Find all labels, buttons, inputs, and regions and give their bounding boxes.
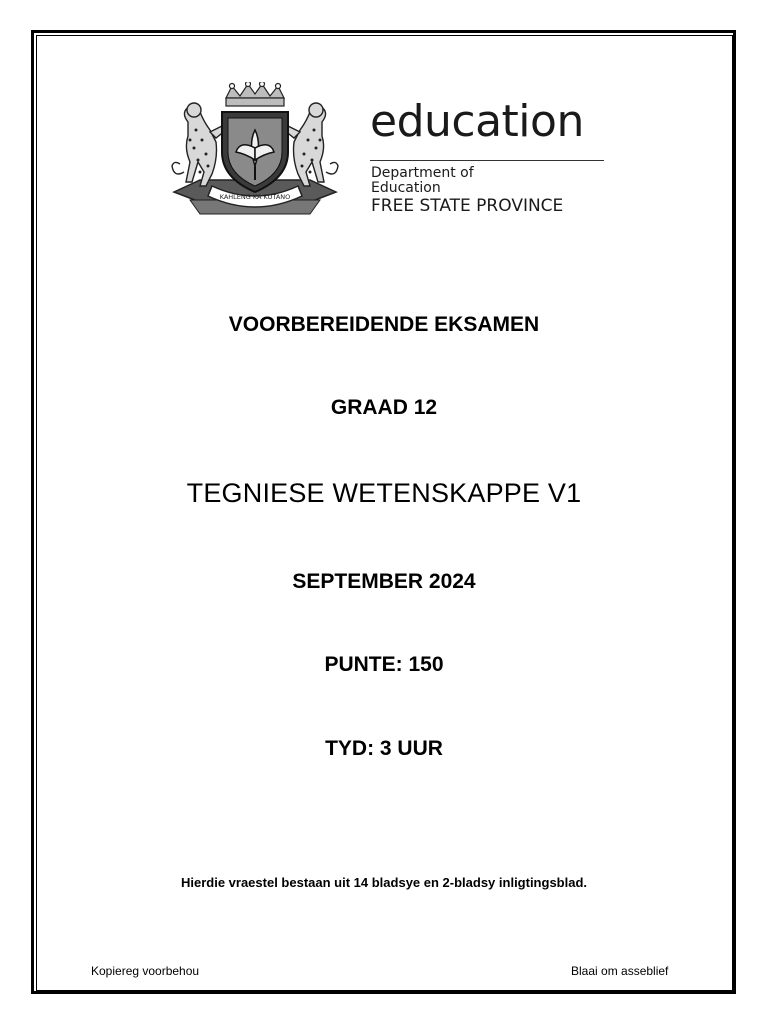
department-province: FREE STATE PROVINCE [371,196,564,216]
exam-title: VOORBEREIDENDE EKSAMEN [228,313,540,336]
turn-over-notice: Blaai om asseblief [571,964,669,978]
page-count-note: Hierdie vraestel bestaan uit 14 bladsye en 2-bladsy inligtingsblad. [180,875,588,890]
copyright-notice: Kopiereg voorbehou [91,964,200,978]
logo-word: education [370,96,584,147]
coat-of-arms-icon [160,82,350,228]
department-line-2: Education [371,180,441,196]
crest-motto: KAHLENG KA KUTANO [219,193,291,201]
grade-label: GRAAD 12 [330,396,438,419]
department-logo [160,82,610,232]
logo-divider [370,160,604,161]
exam-date: SEPTEMBER 2024 [292,570,476,593]
time-label: TYD: 3 UUR [325,737,443,760]
department-line-1: Department of [371,165,474,181]
marks-label: PUNTE: 150 [324,653,444,676]
subject-title: TEGNIESE WETENSKAPPE V1 [186,478,582,508]
